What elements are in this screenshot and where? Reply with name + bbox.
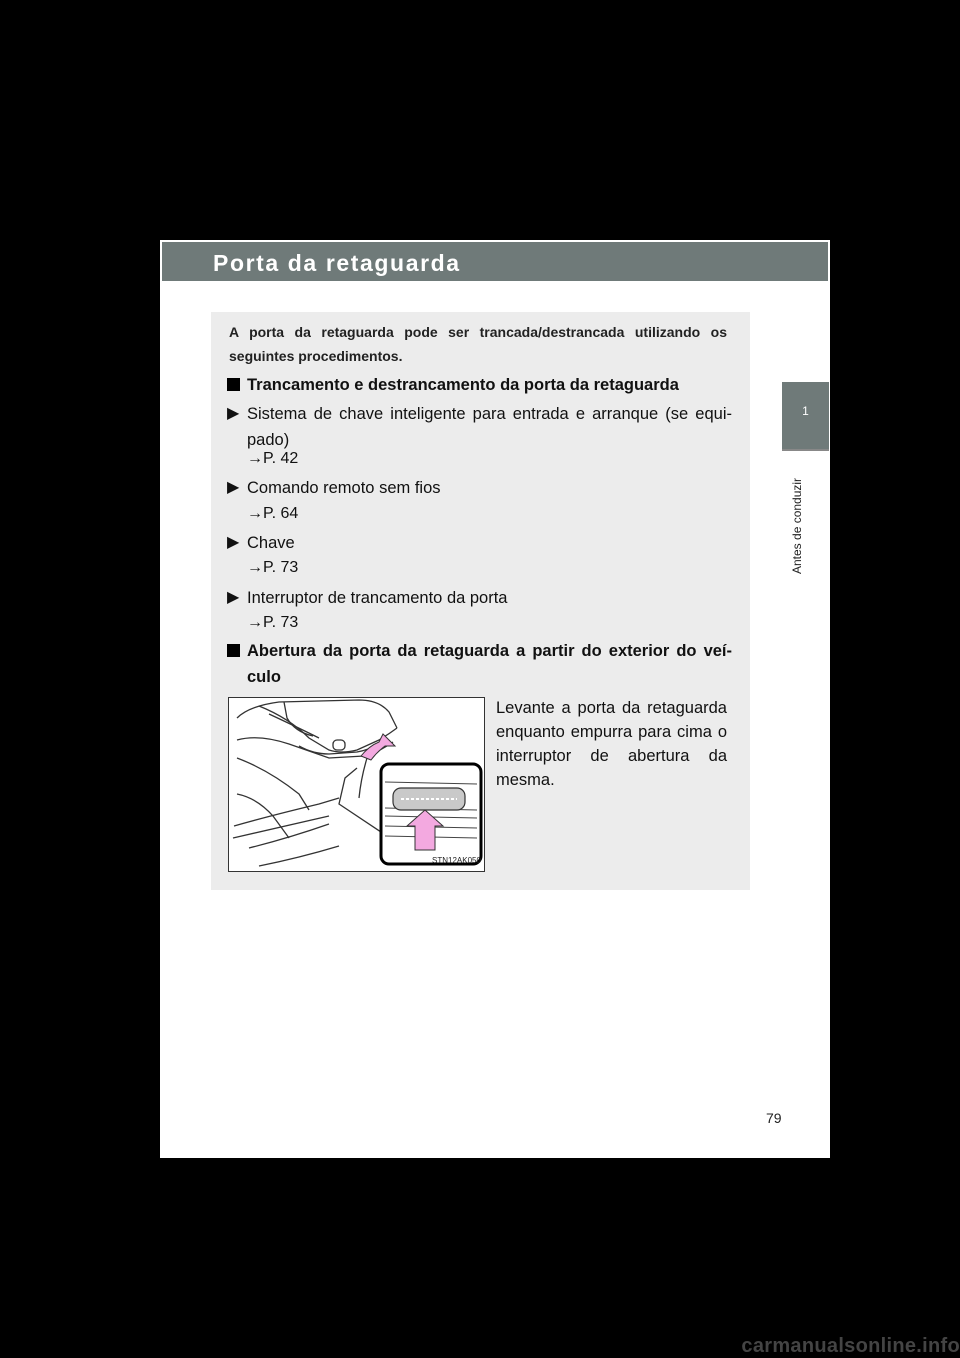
chapter-tab[interactable] bbox=[782, 382, 829, 449]
triangle-arrow-icon: ▶ bbox=[227, 534, 240, 551]
instruction-text: Levante a porta da retaguarda enquanto empurra para cima o interruptor de abertura da mesma. bbox=[496, 699, 727, 789]
page-reference-link[interactable]: →P. 64 bbox=[247, 505, 299, 522]
list-item: ▶ Sistema de chave inteligente para entrada e arranque (se equi-pado) bbox=[227, 401, 732, 453]
tailgate-illustration bbox=[228, 697, 485, 872]
figure-code: STN12AK050 bbox=[432, 856, 481, 865]
list-item: ▶ Chave bbox=[227, 530, 732, 556]
triangle-arrow-icon: ▶ bbox=[227, 589, 240, 606]
chapter-number: 1 bbox=[802, 404, 809, 418]
page-reference-link[interactable]: →P. 42 bbox=[247, 450, 299, 467]
square-bullet-icon bbox=[227, 644, 240, 657]
footer-watermark: carmanualsonline.info bbox=[741, 1335, 960, 1357]
list-item: ▶ Interruptor de trancamento da porta bbox=[227, 585, 732, 611]
section-heading-opening: Abertura da porta da retaguarda a partir do exterior do veí-culo bbox=[227, 638, 732, 690]
section-heading-locking: Trancamento e destrancamento da porta da retaguarda bbox=[227, 372, 732, 398]
manual-page bbox=[160, 240, 830, 1158]
page-reference-link[interactable]: →P. 73 bbox=[247, 614, 299, 631]
triangle-arrow-icon: ▶ bbox=[227, 405, 240, 422]
page-number: 79 bbox=[766, 1110, 782, 1126]
intro-text: A porta da retaguarda pode ser trancada/destrancada utilizando os seguintes procedimentos. bbox=[229, 324, 727, 364]
car-rear-drawing bbox=[229, 698, 485, 872]
list-item: ▶ Comando remoto sem fios bbox=[227, 475, 732, 501]
chapter-divider bbox=[782, 449, 829, 451]
page-title: Porta da retaguarda bbox=[162, 242, 828, 281]
chapter-label: Antes de conduzir bbox=[790, 477, 804, 574]
square-bullet-icon bbox=[227, 378, 240, 391]
content-box bbox=[211, 312, 750, 890]
page-reference-link[interactable]: →P. 73 bbox=[247, 559, 299, 576]
triangle-arrow-icon: ▶ bbox=[227, 479, 240, 496]
